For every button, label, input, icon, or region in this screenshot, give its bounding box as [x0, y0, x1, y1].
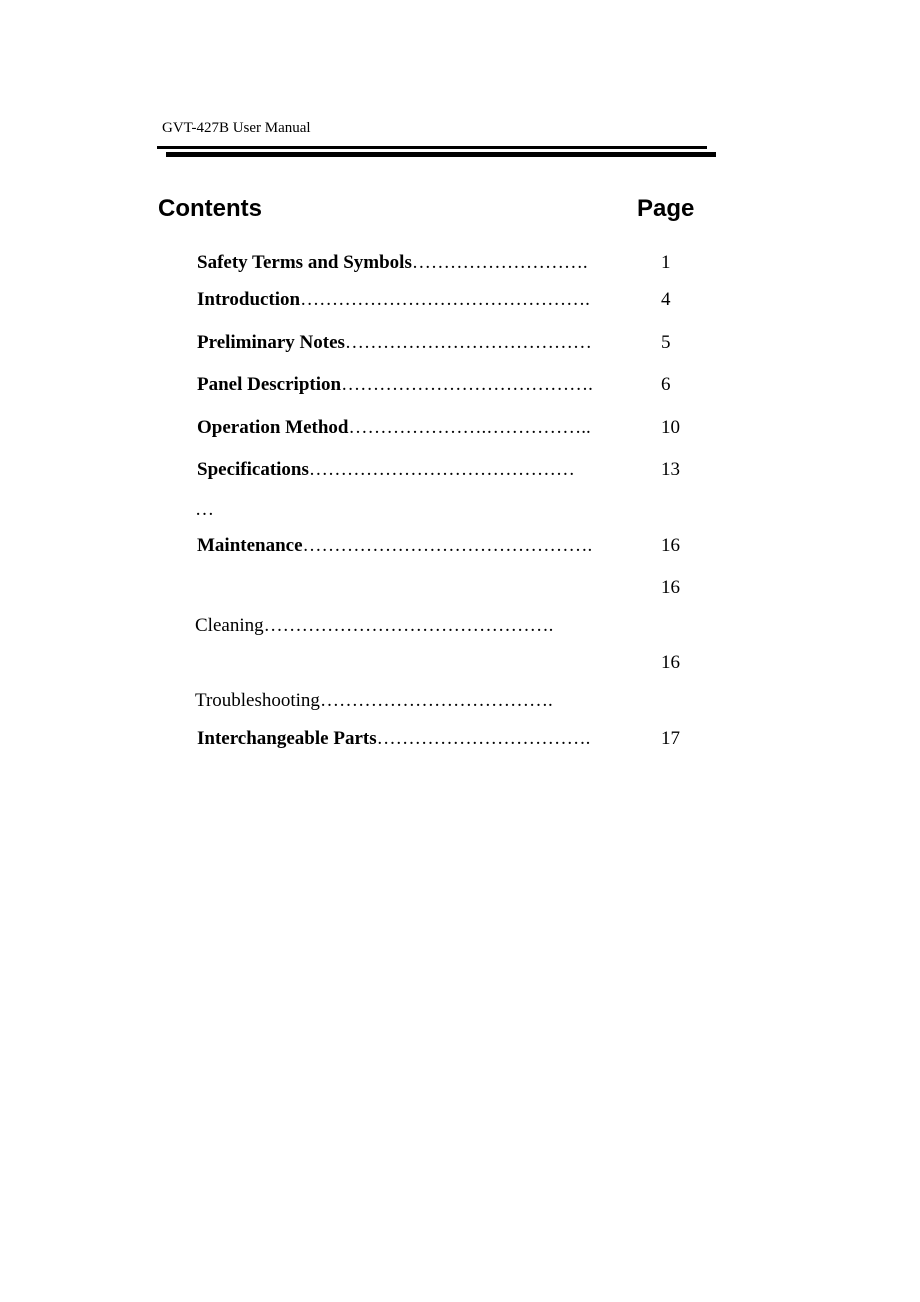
toc-entry-specifications [197, 459, 575, 481]
toc-page-number: 4 [661, 289, 671, 310]
toc-page-number: 16 [661, 652, 680, 673]
toc-entry-title: Interchangeable Parts [197, 728, 377, 749]
toc-leader: ………………………. [411, 252, 588, 273]
toc-entry-title: Safety Terms and Symbols [197, 252, 412, 273]
toc-leader: ………………………………… [344, 332, 592, 353]
toc-page-number: 13 [661, 459, 680, 480]
toc-page-number: 6 [661, 374, 671, 395]
toc-leader: ………………………………………. [300, 289, 590, 310]
toc-leader: ………………….…………….. [348, 417, 591, 438]
toc-entry-interchangeable-parts [197, 728, 590, 750]
contents-heading: Contents [158, 195, 262, 222]
toc-leader: …………………………………… [308, 459, 575, 480]
toc-entry-troubleshooting [195, 690, 553, 712]
toc-entry-title: Preliminary Notes [197, 332, 345, 353]
toc-leader-overflow [195, 499, 214, 521]
toc-page-number: 10 [661, 417, 680, 438]
toc-leader: ……………………………. [376, 728, 591, 749]
toc-entry-preliminary-notes [197, 332, 592, 354]
toc-leader: ………………………………………. [263, 615, 554, 636]
toc-entry-title: Panel Description [197, 374, 342, 395]
toc-entry-title: Operation Method [197, 417, 349, 438]
toc-leader: …………………………………. [341, 374, 593, 395]
toc-page-number: 17 [661, 728, 680, 749]
header-rule-thin [157, 146, 707, 149]
toc-entry-title: Troubleshooting [195, 690, 320, 711]
toc-entry-operation-method [197, 417, 591, 439]
toc-entry-title: Maintenance [197, 535, 303, 556]
header-rule-thick [166, 152, 716, 157]
toc-entry-safety-terms [197, 252, 588, 274]
toc-entry-introduction [197, 289, 590, 311]
toc-entry-title: Introduction [197, 289, 301, 310]
toc-entry-title: Specifications [197, 459, 309, 480]
toc-entry-panel-description [197, 374, 593, 396]
toc-page-number: 16 [661, 535, 680, 556]
toc-entry-title: Cleaning [195, 615, 264, 636]
toc-entry-cleaning [195, 615, 553, 637]
toc-page-number: 16 [661, 577, 680, 598]
toc-page-number: 1 [661, 252, 671, 273]
toc-leader: … [195, 499, 214, 520]
toc-entry-maintenance [197, 535, 592, 557]
toc-leader: ………………………………………. [302, 535, 593, 556]
page-column-heading: Page [637, 195, 695, 222]
running-header: GVT-427B User Manual [162, 120, 311, 136]
toc-leader: ………………………………. [319, 690, 553, 711]
toc-page-number: 5 [661, 332, 671, 353]
